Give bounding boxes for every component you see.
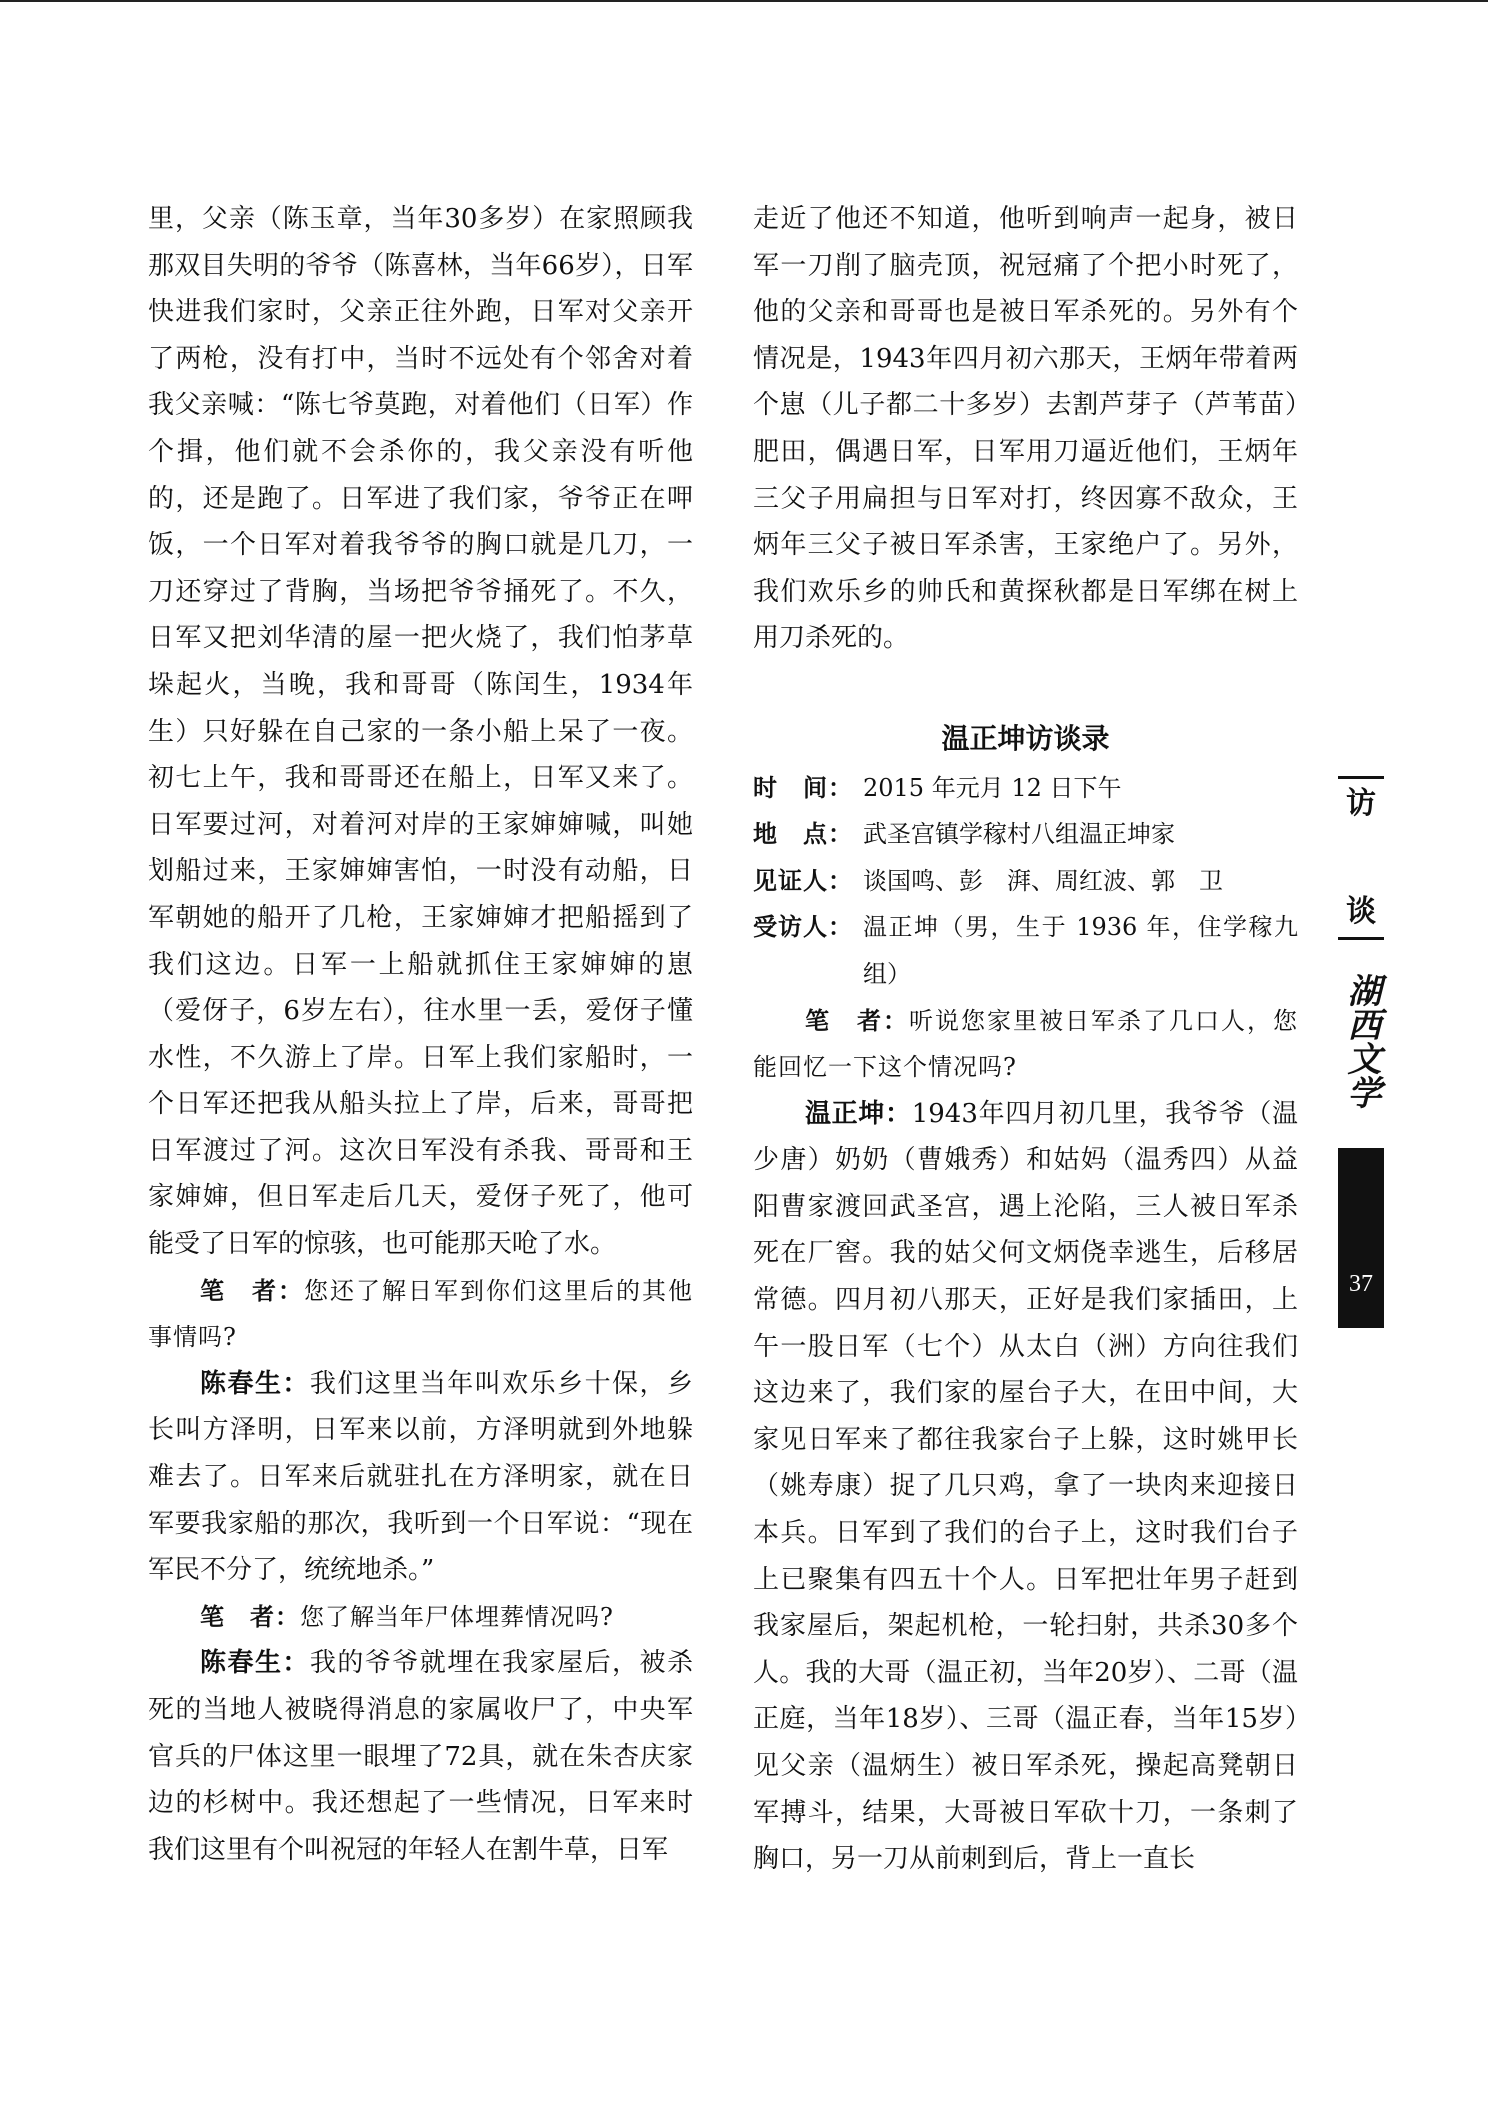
metadata-label: 受访人： [753, 912, 853, 942]
page-number-tab [1338, 1148, 1384, 1328]
question-text: 您了解当年尸体埋葬情况吗? [300, 1602, 614, 1631]
speaker-label: 温正坤： [805, 1098, 912, 1129]
answer-text: 我们这里当年叫欢乐乡十保，乡长叫方泽明，日军来以前，方泽明就到外地躲难去了。日军来后就驻扎在方泽明家，就在日军要我家船的那次，我听到一个日军说：“现在军民不分了，统统地杀。” [148, 1368, 693, 1586]
speaker-label: 陈春生： [200, 1648, 310, 1679]
section-label-char: 谈 [1346, 894, 1376, 929]
speaker-label: 笔 者： [805, 1005, 909, 1035]
interviewer-question [148, 1268, 693, 1361]
metadata-label: 地 点： [753, 819, 853, 849]
metadata-value: 温正坤（男，生于 1936 年，住学稼九组） [863, 913, 1298, 988]
metadata-label: 见证人： [753, 865, 853, 895]
question-text: 听说您家里被日军杀了几口人，您能回忆一下这个情况吗? [753, 1006, 1298, 1082]
metadata-label: 时 间： [753, 772, 853, 802]
section-label-char: 访 [1346, 786, 1376, 821]
speaker-label: 笔 者： [200, 1275, 304, 1305]
right-column [753, 196, 1298, 1883]
section-title: 温正坤访谈录 [941, 721, 1110, 755]
metadata-row-witnesses [753, 858, 1298, 905]
interviewer-question [148, 1594, 693, 1641]
speaker-label: 陈春生： [200, 1368, 310, 1399]
left-column [148, 196, 693, 1873]
metadata-value: 谈国鸣、彭 湃、周红波、郭 卫 [863, 866, 1223, 895]
metadata-value: 武圣宫镇学稼村八组温正坤家 [863, 820, 1175, 849]
journal-logo: 湖西文学 [1341, 973, 1381, 1109]
metadata-row-place [753, 811, 1298, 858]
top-border-rule [0, 0, 1488, 2]
metadata-row-interviewee [753, 904, 1298, 997]
interviewee-answer [753, 1091, 1298, 1883]
metadata-row-time [753, 765, 1298, 812]
answer-text: 我的爷爷就埋在我家屋后，被杀死的当地人被晓得消息的家属收尸了，中央军官兵的尸体这里一眼埋了72具，就在朱杏庆家边的杉树中。我还想起了一些情况，日军来时我们这里有个叫祝冠的年轻人在割牛草，日军 [148, 1648, 693, 1865]
interviewee-answer [148, 1640, 693, 1873]
answer-text: 1943年四月初几里，我爷爷（温少唐）奶奶（曹娥秀）和姑妈（温秀四）从益阳曹家渡回武圣宫，遇上沦陷，三人被日军杀死在厂窖。我的姑父何文炳侥幸逃生，后移居常德。四月初八那天，正好是我们家插田，上午一股日军（七个）从太白（洲）方向往我们这边来了，我们家的屋台子大，在田中间，大家见日军来了都往我家台子上躲，这时姚甲长（姚寿康）捉了几只鸡，拿了一块肉来迎接日本兵。日军到了我们的台子上，这时我们台子上已聚集有四五十个人。日军把壮年男子赶到我家屋后，架起机枪，一轮扫射，共杀30多个人。我的大哥（温正初，当年20岁）、二哥（温正庭，当年18岁）、三哥（温正春，当年15岁）见父亲（温炳生）被日军杀死，操起高凳朝日军搏斗，结果，大哥被日军砍十刀，一条刺了胸口，另一刀从前刺到后，背上一直长 [753, 1098, 1298, 1875]
sidebar-rule [1338, 937, 1384, 940]
metadata-value: 2015 年元月 12 日下午 [863, 773, 1122, 802]
body-paragraph: 走近了他还不知道，他听到响声一起身，被日军一刀削了脑壳顶，祝冠痛了个把小时死了，他的父亲和哥哥也是被日军杀死的。另外有个情况是，1943年四月初六那天，王炳年带着两个崽（儿子都二十多岁）去割芦芽子（芦苇苗）肥田，偶遇日军，日军用刀逼近他们，王炳年三父子用扁担与日军对打，终因寡不敌众，王炳年三父子被日军杀害，王家绝户了。另外，我们欢乐乡的帅氏和黄探秋都是日军绑在树上用刀杀死的。 [753, 204, 1298, 654]
question-text: 您还了解日军到你们这里后的其他事情吗? [148, 1276, 693, 1352]
body-paragraph: 里，父亲（陈玉章，当年30多岁）在家照顾我那双目失明的爷爷（陈喜林，当年66岁），日军快进我们家时，父亲正往外跑，日军对父亲开了两枪，没有打中，当时不远处有个邻舍对着我父亲喊：“陈七爷莫跑，对着他们（日军）作个揖，他们就不会杀你的，我父亲没有听他的，还是跑了。日军进了我们家，爷爷正在呷饭，一个日军对着我爷爷的胸口就是几刀，一刀还穿过了背胸，当场把爷爷捅死了。不久，日军又把刘华清的屋一把火烧了，我们怕茅草垛起火，当晚，我和哥哥（陈闰生，1934年生）只好躲在自己家的一条小船上呆了一夜。初七上午，我和哥哥还在船上，日军又来了。日军要过河，对着河对岸的王家婶婶喊，叫她划船过来，王家婶婶害怕，一时没有动船，日军朝她的船开了几枪，王家婶婶才把船摇到了我们这边。日军一上船就抓住王家婶婶的崽（爱伢子，6岁左右），往水里一丢，爱伢子懂水性，不久游上了岸。日军上我们家船时，一个日军还把我从船头拉上了岸，后来，哥哥把日军渡过了河。这次日军没有杀我、哥哥和王家婶婶，但日军走后几天，爱伢子死了，他可能受了日军的惊骇，也可能那天呛了水。 [148, 204, 693, 1260]
section-sidebar [1338, 776, 1384, 1136]
page-number: 37 [1349, 1271, 1373, 1297]
interviewer-question [753, 998, 1298, 1091]
speaker-label: 笔 者： [200, 1601, 300, 1631]
interview-metadata [753, 765, 1298, 998]
interviewee-answer [148, 1361, 693, 1594]
